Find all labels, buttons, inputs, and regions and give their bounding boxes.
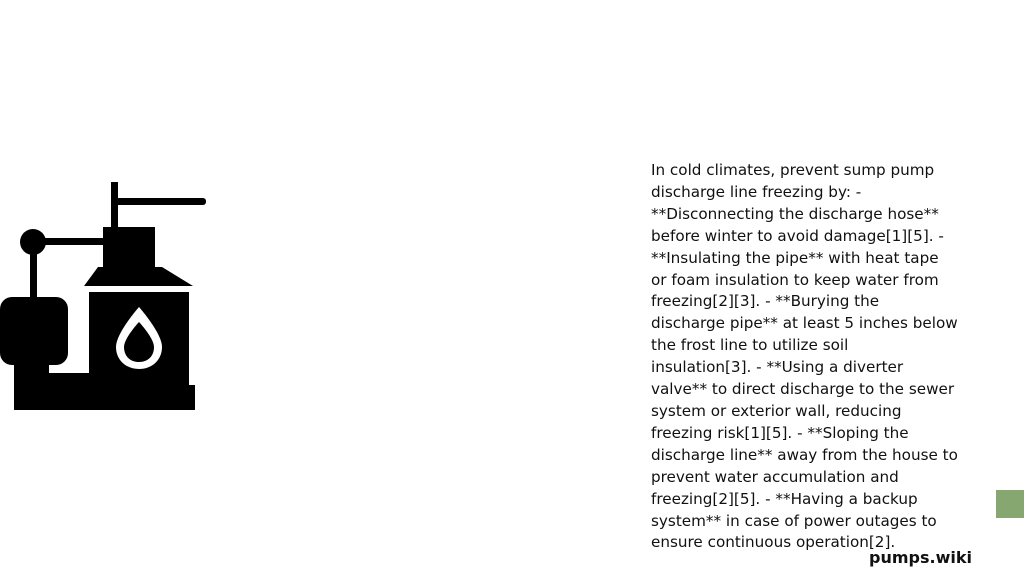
- body-text-line: **Disconnecting the discharge hose**: [651, 204, 939, 223]
- body-text-line: system or exterior wall, reducing: [651, 401, 902, 420]
- accent-square: [996, 490, 1024, 518]
- body-text-line: In cold climates, prevent sump pump: [651, 161, 935, 179]
- body-text-line: discharge line** away from the house to: [651, 445, 958, 464]
- body-text-line: system** in case of power outages to: [651, 511, 937, 530]
- body-text-line: prevent water accumulation and: [651, 467, 899, 486]
- body-text-line: before winter to avoid damage[1][5]. -: [651, 226, 944, 245]
- body-text-line: insulation[3]. - **Using a diverter: [651, 358, 904, 377]
- body-text-line: the frost line to utilize soil: [651, 336, 849, 355]
- body-text-line: or foam insulation to keep water from: [651, 270, 939, 289]
- body-text-line: freezing[2][5]. - **Having a backup: [651, 489, 918, 508]
- body-text-line: discharge pipe** at least 5 inches below: [651, 314, 958, 333]
- body-text-line: valve** to direct discharge to the sewer: [651, 380, 955, 399]
- sump-pump-icon: [0, 175, 215, 415]
- body-text-line: **Insulating the pipe** with heat tape: [651, 248, 939, 267]
- site-label[interactable]: pumps.wiki: [869, 548, 972, 567]
- body-text-line: freezing[2][3]. - **Burying the: [651, 292, 880, 311]
- body-text-line: ensure continuous operation[2].: [651, 533, 896, 552]
- body-text-line: discharge line freezing by: -: [651, 182, 862, 201]
- body-text-line: freezing risk[1][5]. - **Sloping the: [651, 423, 909, 442]
- body-text: [651, 160, 971, 554]
